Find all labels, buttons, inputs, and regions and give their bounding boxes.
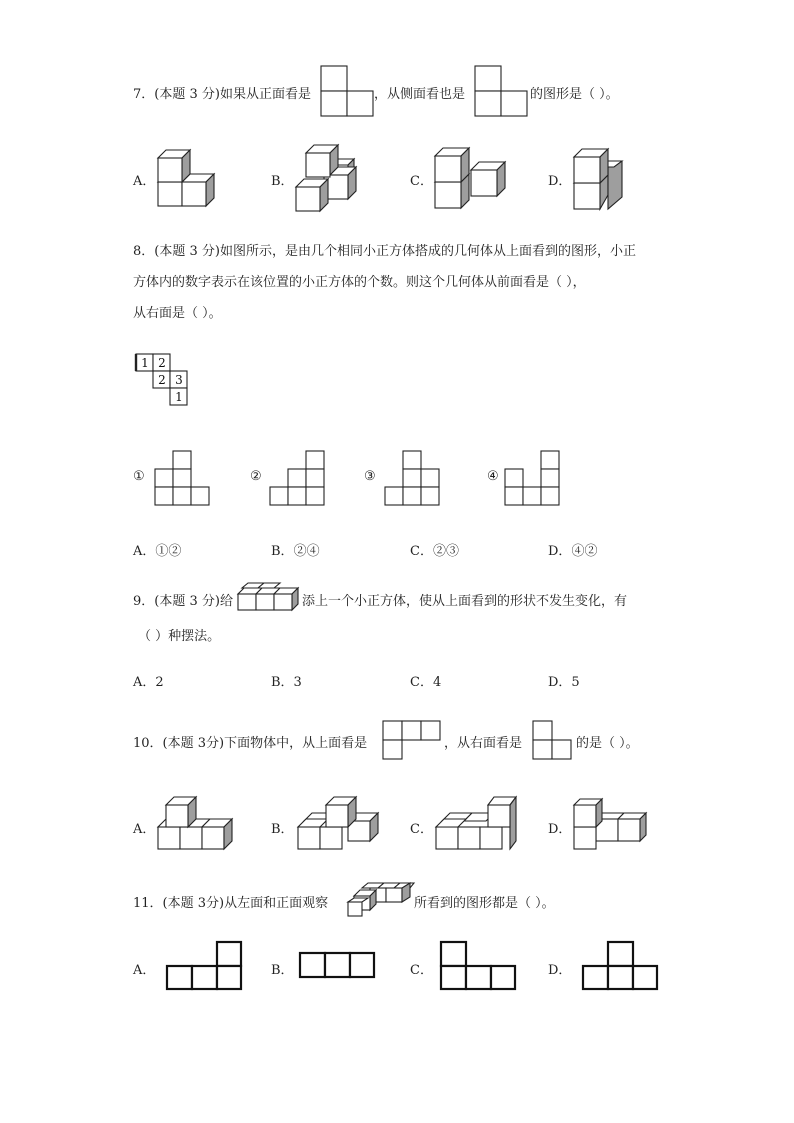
q8-figure-1-mark: ① <box>133 469 145 484</box>
q11-option-b-label[interactable]: B． <box>271 963 294 978</box>
q8-figure-2-mark: ② <box>250 469 262 484</box>
q7-text-1: 7．(本题 3 分)如果从正面看是 <box>133 87 311 102</box>
q8-figure-1 <box>154 450 212 508</box>
q9-text-line-2: （ ）种摆法。 <box>138 629 221 644</box>
q11-option-a-figure[interactable] <box>165 940 245 992</box>
q11-option-a-label[interactable]: A． <box>133 963 156 978</box>
q10-option-c-label[interactable]: C． <box>410 822 433 837</box>
q7-option-c-label[interactable]: C． <box>410 174 433 189</box>
q8-option-b-mark-2: ④ <box>306 544 320 559</box>
q10-option-c-figure[interactable] <box>436 795 518 855</box>
q9-option-b[interactable]: B．3 <box>271 675 302 690</box>
q8-option-b-letter: B． <box>271 544 294 559</box>
q8-grid-number: 2 <box>158 356 166 370</box>
q10-top-view-figure <box>382 720 442 760</box>
q7-side-view-figure <box>474 65 528 117</box>
q8-figure-4 <box>504 450 562 508</box>
q7-text-3: 的图形是（ ）。 <box>530 87 619 102</box>
q7-option-b-figure[interactable] <box>296 141 366 213</box>
q7-front-view-figure <box>320 65 374 117</box>
q9-option-c[interactable]: C．4 <box>410 675 442 690</box>
q8-grid-number: 2 <box>158 373 166 387</box>
q8-option-d[interactable] <box>548 540 597 559</box>
q10-right-view-figure <box>532 720 574 760</box>
q8-grid-number: 1 <box>141 356 149 370</box>
q10-text-1: 10．(本题 3分)下面物体中，从上面看是 <box>133 736 368 751</box>
q8-option-a-letter: A． <box>133 544 156 559</box>
q10-option-d-label[interactable]: D． <box>548 822 572 837</box>
q10-option-b-figure[interactable] <box>298 795 380 855</box>
q7-option-b-label[interactable]: B． <box>271 174 294 189</box>
q8-figure-2 <box>269 450 327 508</box>
q7-option-a-label[interactable]: A． <box>133 174 156 189</box>
q8-figure-4-mark: ④ <box>487 469 499 484</box>
q8-option-d-mark-2: ② <box>584 544 598 559</box>
q10-text-2: ，从右面看是 <box>444 736 523 751</box>
q8-option-c[interactable] <box>410 540 459 559</box>
q8-option-a-mark-2: ② <box>168 544 182 559</box>
q11-option-d-label[interactable]: D． <box>548 963 572 978</box>
q11-option-d-figure[interactable] <box>581 940 661 992</box>
q8-option-c-mark-2: ③ <box>445 544 459 559</box>
q10-option-d-figure[interactable] <box>574 795 656 855</box>
q8-grid-number: 1 <box>175 390 183 404</box>
q11-text-2: 所看到的图形都是（ ）。 <box>414 896 555 911</box>
q8-option-a[interactable] <box>133 540 181 559</box>
q11-option-c-label[interactable]: C． <box>410 963 433 978</box>
q8-option-c-mark-1: ② <box>432 544 446 559</box>
q8-option-c-letter: C． <box>410 544 433 559</box>
q8-option-d-mark-1: ④ <box>571 544 585 559</box>
q9-option-a[interactable]: A．2 <box>133 675 164 690</box>
q7-option-d-figure[interactable] <box>574 143 630 211</box>
q10-option-a-label[interactable]: A． <box>133 822 156 837</box>
q9-text-2: 添上一个小正方体，使从上面看到的形状不发生变化，有 <box>302 594 628 609</box>
q11-option-c-figure[interactable] <box>439 940 519 992</box>
q8-top-view-grid <box>135 353 191 409</box>
q10-option-a-figure[interactable] <box>158 795 240 855</box>
q8-figure-3 <box>384 450 442 508</box>
q7-option-c-figure[interactable] <box>435 144 511 210</box>
q8-text-line-1: 8．(本题 3 分)如图所示，是由几个相同小正方体搭成的几何体从上面看到的图形，小正 <box>133 244 636 259</box>
q9-cube-figure <box>236 582 298 612</box>
q9-text-1: 9．(本题 3 分)给 <box>133 594 233 609</box>
q8-grid-number: 3 <box>175 373 183 387</box>
q8-text-line-2: 方体内的数字表示在该位置的小正方体的个数。则这个几何体从前面看是（ ）， <box>133 275 586 290</box>
q7-text-2: ，从侧面看也是 <box>374 87 466 102</box>
q11-text-1: 11．(本题 3分)从左面和正面观察 <box>133 896 329 911</box>
q7-option-a-figure[interactable] <box>158 146 222 208</box>
q11-option-b-figure[interactable] <box>298 951 378 981</box>
q7-option-d-label[interactable]: D． <box>548 174 572 189</box>
q10-text-3: 的是（ ）。 <box>576 736 639 751</box>
q8-figure-3-mark: ③ <box>364 469 376 484</box>
q8-option-b-mark-1: ② <box>293 544 307 559</box>
q11-cube-figure <box>348 882 412 918</box>
q8-option-a-mark-1: ① <box>155 544 169 559</box>
q8-text-line-3: 从右面是（ ）。 <box>133 306 222 321</box>
q8-option-d-letter: D． <box>548 544 572 559</box>
q9-option-d[interactable]: D．5 <box>548 675 580 690</box>
q10-option-b-label[interactable]: B． <box>271 822 294 837</box>
q8-option-b[interactable] <box>271 540 320 559</box>
